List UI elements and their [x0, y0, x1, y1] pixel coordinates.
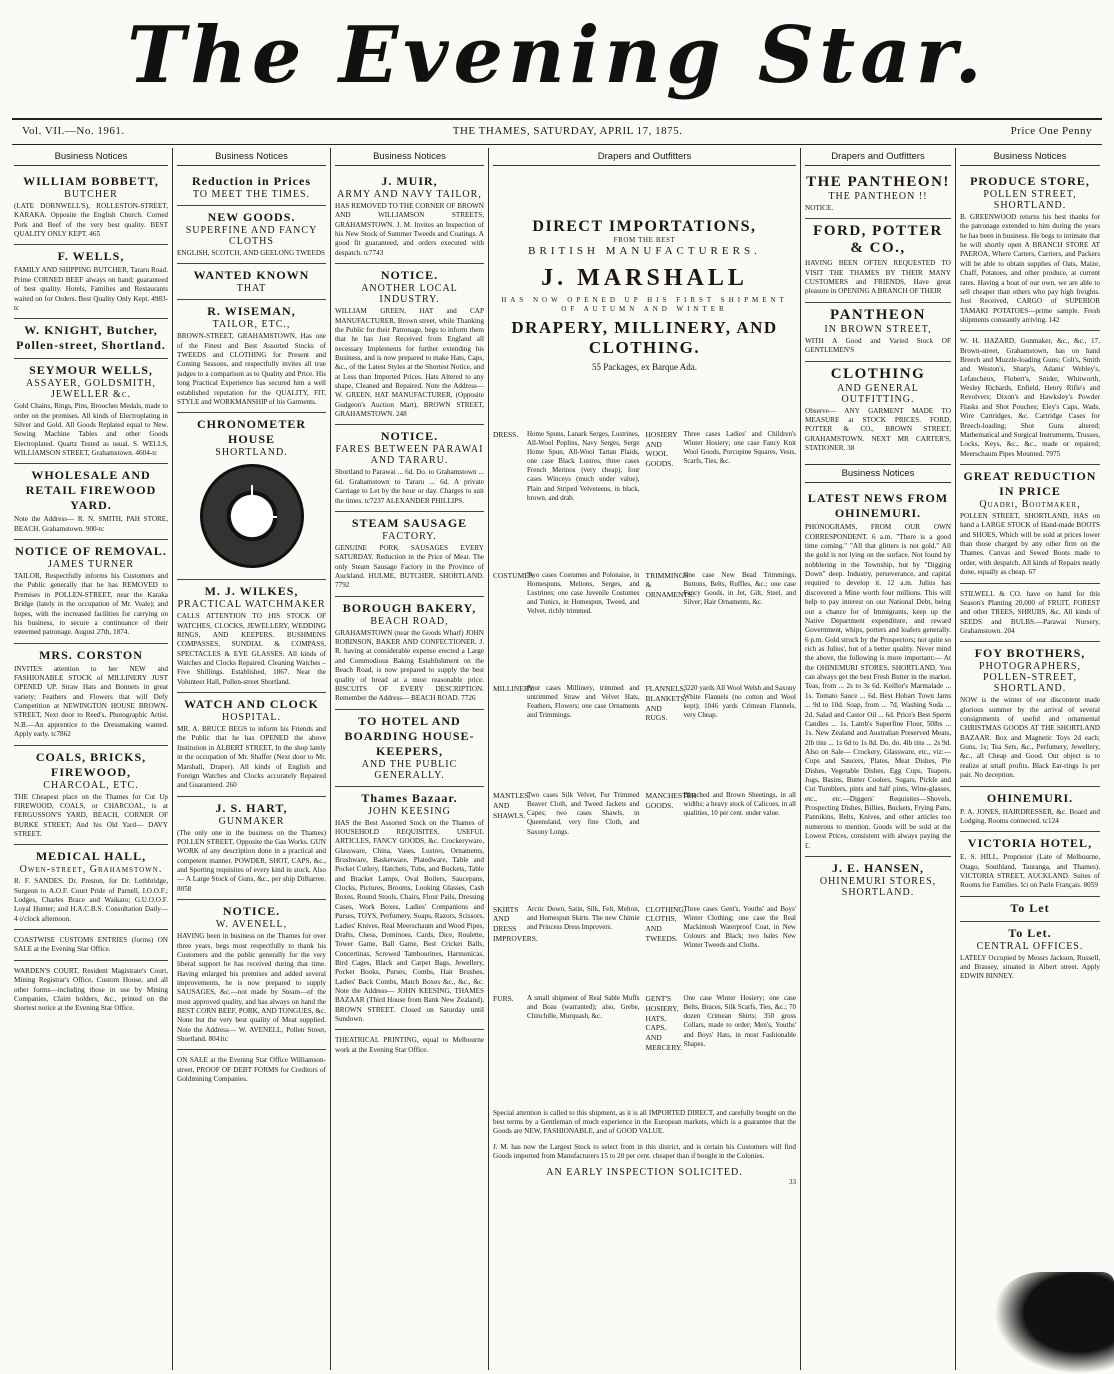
goods-category: COSTUMES.: [493, 570, 535, 580]
goods-category: TRIMMINGS & ORNAMENTS.: [645, 570, 695, 600]
masthead-rule-top: [12, 118, 1102, 120]
advertisement: [805, 362, 951, 459]
goods-row: [493, 430, 796, 503]
advertisement: [805, 487, 951, 857]
ad-body: B. GREENWOOD returns his best thanks for the patronage extended to him during the years he has been in business. He begs to intimate that he will shortly open A BRANCH STORE AT PAEROA, Where Carters, Carriers, and Packers will be able to obtain supplies of Oats, Maize, Chaff, Potatoes, and other produce, at current rates. Having a boat of our own, we are able to sell cheaper than others who pay high freights. Just Received, CARGO of SUPERIOR TAMAKI POTATOES—prime sample. Fresh shipments constantly arriving. 142: [960, 213, 1100, 324]
goods-description: Two cases Costumes and Polonaise, in Homespuns, Meltons, Serges, and Lustrines; one case Juvenile Costumes and Tunics, in Homespun, Tweed, and Velvet, richly trimmed.: [527, 570, 640, 616]
goods-category: GENT'S HOSIERY, HATS, CAPS, AND MERCERY.: [645, 994, 683, 1052]
advertisement: [14, 746, 168, 846]
goods-category: FURS.: [493, 994, 514, 1004]
goods-description: Four cases Millinery, trimmed and untrimmed Straw and Velvet Hats, Feathers, Flowers; one case Ornaments and Trimmings.: [527, 684, 640, 720]
ad-subheading: W. AVENELL,: [215, 919, 288, 931]
ad-from: FROM THE BEST: [613, 236, 676, 244]
ad-body: BROWN-STREET, GRAHAMSTOWN, Has one of the Finest and Best Assorted Stocks of TWEEDS and CLOTHING for Present and Coming Seasons, and respectfully invites all true judges to a comparison as to Quality and Price. His long Practical Experience has secured him a well established reputation for the QUALITY, FIT, STYLE and WORKMANSHIP of his Garments.: [177, 332, 326, 406]
column-header: Drapers and Outfitters: [493, 150, 796, 166]
ad-heading: J. MUIR,: [381, 174, 438, 188]
column-header: Business Notices: [335, 150, 484, 166]
column-header: Business Notices: [960, 150, 1100, 166]
ad-body: LATELY Occupied by Messrs Jackson, Russell, and Brassey, situated in Albert street. Apply EDWIN BINNEY.: [960, 953, 1100, 981]
advertisement: [14, 245, 168, 319]
ad-subheading: Quadri, Bootmaker,: [979, 498, 1081, 510]
ad-body: ON SALE at the Evening Star Office Williamson-street, PROOF OF DEBT FORMS for Creditors of Goldmining Companies.: [177, 1056, 326, 1084]
goods-row: [493, 905, 796, 950]
ad-heading: NOTICE.: [380, 429, 439, 444]
goods-category: MANTLES, AND SHAWLS.: [493, 791, 531, 820]
ad-subheading: JOHN KEESING: [368, 805, 451, 817]
goods-description: Arctic Down, Satin, Silk, Felt, Melton, and Homespun Skirts. The new Chimie and Princess Dress Improvers.: [527, 904, 640, 931]
ad-heading: NEW GOODS.: [207, 210, 296, 224]
column-5: [801, 150, 955, 1370]
ad-body: Shortland to Parawai ... 6d. Do. to Grahamstown ... 6d. Grahamstown to Tararu ... 6d. A private Carriage to Let by the hour or day. Charges to suit the times. tc7237 ALEXANDER PHILLIPS.: [335, 468, 484, 505]
ad-name: J. MARSHALL: [541, 265, 748, 292]
advertisement: [805, 857, 951, 903]
ad-heading: NOTICE.: [222, 904, 281, 919]
ad-body: Observe— ANY GARMENT MADE TO MEASURE at STOCK PRICES. FORD, POTTER & CO., BROWN STREET, GRAHAMSTOWN. NEXT MR CARTER'S, STATIONER. 38: [805, 406, 951, 452]
ad-body: POLLEN STREET, SHORTLAND, HAS on hand a LARGE STOCK of Hand-made BOOTS and SHOES, Which will be sold at prices lower than those charged by any other firm on the Thames. Canvas and Sewed Boots made to order, with despatch. All kinds of Repairs neatly done, equally as cheap. 67: [960, 511, 1100, 577]
advertisement: [177, 797, 326, 901]
goods-category: CLOTHING, CLOTHS, AND TWEEDS.: [645, 904, 686, 943]
price: Price One Penny: [1010, 125, 1092, 137]
ad-number: 33: [789, 1178, 796, 1187]
ad-body: HAVING been in business on the Thames for over three years, begs most respectfully to thank his Customers and the public generally for the very liberal support he has received during that time. Having enlarged his premises and added several improvements, he is now prepared to supply SAUSAGES, &c.—not made by Steam—of the most approved quality, and has always on hand the BEST CORN BEEF, PORK, AND TONGUES, &c. None but the very best quality of Meat supplied. Note the Address— W. AVENELL, Pollen Street, Shortland. 8041tc: [177, 932, 326, 1044]
ad-body: FAMILY AND SHIPPING BUTCHER, Tararu Road. Prime CORNED BEEF always on hand; guaranteed of best quality. Hotels, Families and Restaurants waited on for Orders. Best Quality Only Kept. 4983-tc: [14, 266, 168, 312]
ad-body: E. S. HILL, Proprietor (Late of Melbourne, Otago, Southland, Tauranga, and Thames). VICTORIA STREET, AUCKLAND. Suites of Rooms for Families. Ici on Parle Français. 8059: [960, 853, 1100, 890]
ad-body: TAILOR, Respectfully informs his Customers and the Public generally that he has REMOVED to Premises in POLLEN-STREET, near the Karaka Bridge (lately in the occupation of Mr. Veale); and hopes, with the increased facilities for carrying on his business, to secure a continuance of their esteemed patronage. August 27th, 1874.: [14, 572, 168, 637]
marshall-advert: [493, 218, 796, 374]
ad-subheading: BEACH ROAD,: [370, 615, 449, 627]
ad-heading: CHRONOMETER HOUSE: [196, 417, 306, 447]
advertisement: [960, 832, 1100, 896]
ad-heading: BOROUGH BAKERY,: [342, 600, 477, 615]
ad-subheading: THAT: [236, 283, 267, 295]
advertisement: [335, 264, 484, 425]
ad-subheading: OHINEMURI STORES, SHORTLAND.: [819, 875, 937, 898]
ad-heading: DIRECT IMPORTATIONS,: [532, 218, 757, 235]
early-inspection: AN EARLY INSPECTION SOLICITED.: [546, 1167, 743, 1179]
volume-number: Vol. VII.—No. 1961.: [22, 125, 125, 137]
advertisement: [14, 644, 168, 746]
ad-subheading: AND GENERAL OUTFITTING.: [837, 382, 919, 405]
ad-heading: MEDICAL HALL,: [35, 849, 147, 864]
ad-heading: Reduction in Prices: [192, 174, 311, 188]
ad-heading: To Let.: [1008, 925, 1052, 940]
ad-heading: Thames Bazaar.: [361, 790, 458, 805]
ad-subheading: SHORTLAND.: [215, 447, 288, 459]
ad-heading: R. WISEMAN,: [207, 304, 296, 319]
goods-category: FLANNELS, BLANKETS, AND RUGS.: [645, 684, 687, 723]
advertisement: [805, 303, 951, 362]
ad-body: NOTICE.: [805, 204, 834, 212]
ad-lead: HAS NOW OPENED UP HIS FIRST SHIPMENT OF AUTUMN AND WINTER: [501, 296, 788, 314]
ad-subheading: AND THE PUBLIC GENERALLY.: [361, 758, 458, 781]
ad-body: HAS the Best Assorted Stock on the Thames of HOUSEHOLD REQUISITES, USEFUL ARTICLES, FANCY GOODS, &c. Crockeryware, Glassware, China, Vases, Lustres, Ornaments, Brushware, Basketware, Platedware, Table and Pocket Cutlery, Hatchets, Tubs, and Buckets, Table and Bracket Lamps, Oval Boilers, Saucepans, Clocks, Pictures, Brooms, Looking Glasses, Cash Boxes, Round Stools, Chairs, Flour Pails, Dressing Cases, Work Boxes, Ladies' Companions and Purses, TOYS, Perfumery, Soaps, Razors, Scissors, Ladies' Knives, Real Meerschaum and Wood Pipes, Drafts, Chess, Dominoes, Cards, Dice, Roulette, Tower Game, Ball Game, Best Cricket Balls, Concertinas, Screwed Tambourines, Harmonicas, Bird Cages, Black and Carpet Bags, Jewellery, Pocket Books, Purses, Combs, Hair Brushes, Ladies' Back Combs, Match Boxes &c., &c., &c. Note the Address— JOHN KEESING, THAMES BAZAAR (Third House from Bank New Zealand), BROWN STREET. Closed on Saturday until Sundown.: [335, 818, 484, 1024]
ad-subheading: FACTORY.: [382, 530, 437, 542]
advertisement: [335, 512, 484, 597]
ad-subheading: PRACTICAL WATCHMAKER: [177, 599, 326, 611]
goods-category: SKIRTS AND DRESS IMPROVERS.: [493, 904, 538, 943]
ad-heading: THE PANTHEON!: [806, 174, 950, 190]
goods-category: MILLINERY.: [493, 684, 535, 694]
ad-heading: NOTICE OF REMOVAL.: [15, 544, 167, 559]
ad-body: PHONOGRAMS, FROM OUR OWN CORRESPONDENT. 6 a.m. "There is a good time coming." "All that glitters is not gold." All the gold is not lying on the surface. Not found by nobblering in the Township, but by "Digging Down" deep. Industry, perseverance, and capital required to develop it. 12 a.m. Julius has discovered a Mine worth four millions. This will help to pay interest on our National Debt, being out a chance for of Immigrants, keep up the Native Department expenditure, and reward Government, whips, porters and loafers generally. 6 p.m. Gold struck by the Prospectors; not quite so rich as Julius', but of a better quality. Never mind the above, the following is more important:— At the OHINEMURI STORES, SHORTLAND, You can always get the best Fresh Butter in the market. Teas, from ... 2s to 3s 6d. Keillor's Marmalade ... 1s. Tomato Sauce ... 6d. Best Hobart Town Jams ... 9d to 10d. Soap, from ... 7d. Washing Soda ... 2d. Salad and Castor Oil ... 6d. Price's Best Sperm Candles ... 1s. Lamb's Superfine Flour, 50lbs ... 1s. New Zealand and Australian Preserved Meats, 2lb tins ... 1s 6d to 1s 8d. Do. do. 4lb tins ... 2s 9d. Also on Sale— Crockery, Glassware, etc., viz:—Cups and Saucers, Plates, Meat Dishes, Pie Dishes, Vegetable Dishes, Egg Cups, Teapots, Jugs, Basins, Butter Coolers, Sugars, Pickle and Cut Tumblers, pints and half pints, Wine-glasses, etc., etc.—Diggers' Requisites—Shovels, Prospecting Dishes, Billies, Buckets, Frying Pans, Pannikins, Belts, Knives, and other articles too numerous to mention. Goods will be sold at the Lowest Prices, consistent with always paying the £.: [805, 523, 951, 850]
ad-heading: FOY BROTHERS,: [974, 646, 1086, 661]
ad-subheading: FARES BETWEEN PARAWAI AND TARARU.: [335, 444, 484, 467]
advertisement: [960, 922, 1100, 987]
column-1: [10, 150, 172, 1370]
column-header: Drapers and Outfitters: [805, 150, 951, 166]
ad-body: (The only one in the business on the Thames) POLLEN STREET, Opposite the Gas Works. GUN WORK of any description done in a practical and competent manner. POWDER, SHOT, CAPS, &c., and Sporting requisites of every kind in stock. Also— A Large Stock of Guns, &c., per ship Dilharree. 8058: [177, 828, 326, 893]
column-header: Business Notices: [177, 150, 326, 166]
ad-heading: PRODUCE STORE,: [970, 174, 1090, 188]
advertisement: [960, 331, 1100, 465]
ad-body: GRAHAMSTOWN (near the Goods Wharf) JOHN ROBINSON, BAKER AND CONFECTIONER. J. R. having at considerable expense erected a Large and Commodious Baking Establishment on the Beach Road, is now prepared to supply the best quality of bread at a most reasonable price. BISCUITS OF EVERY DESCRIPTION. Remember the Address— BEACH ROAD. 7726: [335, 628, 484, 703]
newspaper-title: The Evening Star.: [127, 10, 987, 101]
ad-heading: STEAM SAUSAGE: [351, 515, 468, 530]
largest-stock-note: J. M. has now the Largest Stock to select from in this district, and is certain his Customers will find Goods imported from Manufacturers 15 to 20 per cent. cheaper than if bought in the Colonies.: [493, 1142, 796, 1161]
column-header: Business Notices: [14, 150, 168, 166]
goods-row: [493, 994, 796, 1053]
ad-heading: CLOTHING: [830, 365, 926, 382]
goods-description: 3220 yards All Wool Welsh and Saxony White Flannels (no cotton and Wool kept); 1046 yards Crimean Flannels, very Cheap.: [683, 684, 796, 720]
ad-body: WARDEN'S COURT, Resident Magistrate's Court, Mining Registrar's Office, Custom House, and all other forms—including those in use by Mining Companies, Claim holders, &c., printed on the shortest notice at the Evening Star Office.: [14, 966, 168, 1013]
ad-heading: OHINEMURI.: [986, 790, 1074, 805]
advertisement: [335, 1030, 484, 1060]
ad-heading: J. E. HANSEN,: [831, 860, 924, 875]
advertisement: [805, 219, 951, 302]
goods-category: DRESS.: [493, 429, 519, 439]
ad-body: STILWELL & CO. have on hand for this Season's Planting 20,000 of FRUIT, FOREST and other TREES, SHRUBS, &c. All kinds of SEEDS and BULBS.—Parawai Nursery, Grahamstown. 204: [960, 589, 1100, 635]
ad-body: R. F. SANDES. Dr. Preston, for Dr. Lethbridge, Surgeon to A.O.F. Court Pride of Parnell, I.O.O.F.; Lodges, Charles Brace and Waikato; G.U.O.O.F. Loyal Hunter; and H.A.C.B.S. Consultation Daily—4 o'clock afternoon.: [14, 877, 168, 923]
ad-body: WILLIAM GREEN, HAT and CAP MANUFACTURER, Brown street, while Thanking the Public for their Patronage, begs to inform them that he has Just Received from England all necessary Implements for further extending his Business, and is now prepared to make Hats, Caps, &c., of the Latest Styles at the Shortest Notice, and at Less than Imported Prices. Hats Altered to any shape, Cleaned and Repaired. Note the Address— W. GREEN, HAT MANUFACTURER, (Opposite Gudgeon's Auction Mart), BROWN STREET, GRAHAMSTOWN. 248: [335, 307, 484, 419]
ad-packages: 55 Packages, ex Barque Ada.: [592, 362, 697, 373]
advertisement: [960, 170, 1100, 331]
ad-subheading: THE PANTHEON !!: [828, 191, 928, 202]
ad-subheading: BUTCHER: [64, 189, 118, 200]
ad-heading: MRS. CORSTON: [39, 647, 143, 662]
advertisement: [14, 359, 168, 464]
ad-body: HAS REMOVED TO THE CORNER OF BROWN AND WILLIAMSON STREETS, GRAHAMSTOWN. J. M. Invites an Inspection of his New Stock of Summer Tweeds and Coatings. A good fit guaranteed, and orders executed with despatch. tc7743: [335, 202, 484, 257]
advertisement: [177, 413, 326, 580]
column-header: Business Notices: [805, 464, 951, 483]
advertisement: [335, 170, 484, 264]
ad-subheading: CHARCOAL, ETC.: [43, 779, 139, 791]
column-2: [173, 150, 330, 1370]
ad-heading: WILLIAM BOBBETT,: [23, 174, 159, 188]
advertisement: [14, 319, 168, 359]
ad-heading: PANTHEON: [830, 306, 926, 323]
ad-body: COASTWISE CUSTOMS ENTRIES (forms) ON SALE at the Evening Star Office.: [14, 936, 168, 954]
ad-heading: VICTORIA HOTEL,: [967, 836, 1093, 851]
advertisement: [335, 425, 484, 511]
goods-row: [493, 684, 796, 723]
ad-subheading: BRITISH MANUFACTURERS.: [528, 245, 761, 258]
ad-heading: M. J. WILKES,: [204, 584, 299, 599]
goods-description: Bleached and Brown Sheetings, in all widths; a heavy stock of Calicoes, in all qualities, 10 per cent. under value.: [683, 791, 796, 818]
dateline: [22, 122, 1092, 140]
advertisement: [177, 264, 326, 300]
goods-description: One case Winter Hosiery; one case Belts, Braces, Silk Scarfs, Ties, &c.; 70 dozen Crimean Shirts; 350 gross Collars, made to order; Men's, Youths' and Boys' Hats, in most Fashionable Shapes.: [683, 994, 796, 1048]
ad-body: MR. A. BRUCE BEGS to inform his Friends and the Public that he has OPENED the above Institution in ALBERT STREET, In the shop lately in the occupation of Mr. Shaffer (Next door to Mr. Marshall, Draper). All kinds of English and Foreign Watches and Clocks accurately Repaired and Guaranteed. 260: [177, 725, 326, 790]
ad-subheading: SUPERFINE AND FANCY CLOTHS: [185, 225, 318, 247]
ad-heading: W. KNIGHT, Butcher, Pollen-street, Shortland.: [16, 323, 166, 353]
ad-body: HAVING BEEN OFTEN REQUESTED TO VISIT THE THAMES BY THEIR MANY CUSTOMERS and FRIENDS, Have great pleasure in OPENING A BRANCH OF THEIR: [805, 259, 951, 296]
column-4: [489, 150, 800, 1370]
advertisement: [335, 787, 484, 1031]
ad-heading: NOTICE.: [380, 268, 439, 283]
advertisement: [14, 170, 168, 245]
advertisement: [14, 930, 168, 961]
ad-subheading: HOSPITAL.: [221, 712, 282, 724]
goods-description: One case New Bead Trimmings, Buttons, Belts, Ruffles, &c.; one case Fancy Goods, in Jet, Gilt, Steel, and Silver; Hair Ornaments, &c.: [683, 570, 796, 606]
ad-body: CALLS ATTENTION TO HIS STOCK OF WATCHES, CLOCKS, JEWELLERY, WEDDING RINGS, AND KEEPERS. BUSHMENS COMPASSES, SUNDIAL & COMPASS, SPECTACLES & EYE GLASSES. All kinds of Watches and Clocks Repaired. Cleaning Watches – Five Shillings. Established, 1867. Near the Volunteer Hall, Pollen-street Shortland.: [177, 612, 326, 686]
ad-heading: GREAT REDUCTION IN PRICE: [963, 468, 1097, 498]
advertisement: [14, 464, 168, 540]
ad-body: P. A. JONES, HAIRDRESSER, &c. Board and Lodging. Rooms connected. tc124: [960, 807, 1100, 825]
ad-drapery: DRAPERY, MILLINERY, AND CLOTHING.: [511, 318, 778, 358]
ad-heading: COALS, BRICKS, FIREWOOD,: [35, 749, 147, 779]
ad-subheading: TO MEET THE TIMES.: [192, 189, 311, 200]
ad-body: Note the Address— R. N. SMITH, PAH STORE, BEACH. Grahamstown. 900-tc: [14, 515, 168, 533]
goods-category: HOSIERY AND WOOL GOODS.: [645, 429, 678, 469]
advertisement: [177, 1050, 326, 1089]
advertisement: [960, 465, 1100, 584]
goods-row: [493, 571, 796, 616]
goods-description: A small shipment of Real Sable Muffs and Boas (warranted); also, Grebe, Chinchille, Murquash, &c.: [527, 994, 640, 1021]
advertisement: [177, 900, 326, 1050]
ad-body: WITH A Good and Varied Stock OF GENTLEMEN'S: [805, 336, 951, 355]
column-6: [956, 150, 1104, 1370]
advertisement: [177, 580, 326, 693]
ad-heading: SEYMOUR WELLS,: [29, 363, 153, 378]
ad-heading: FORD, POTTER & CO.,: [813, 223, 943, 257]
advertisement: [14, 540, 168, 644]
ad-body: W. H. HAZARD, Gunmaker, &c., &c., 17, Brown-street, Grahamstown, has on hand Breech and Muzzle-loading Guns; Colt's, Smith and Weston's, Sharp's, Adams' Webley's, Lefaucheux, Flobert's, Snider, Whitworth, Wesley Richards, Enfield, Henry Rifle's and Revolvers; Dixon's and Hawksley's Powder Flasks and Shot Pouches; Eley's Caps, Wads, Wire Cartridges, &c. Cartridge Cases for Breech-loading; Shot Guns altered; Mathematical and Surgical Instruments, Trusses, Locks, Keys, &c., &c., made or repaired; Meerschaum Pipes Mounted. 7975: [960, 337, 1101, 458]
ad-heading: F. WELLS,: [57, 249, 125, 264]
ad-heading: To Let: [1010, 900, 1050, 915]
ad-subheading: CENTRAL OFFICES.: [976, 940, 1084, 952]
advertisement: [335, 597, 484, 710]
ad-heading: LATEST NEWS FROM OHINEMURI.: [807, 491, 949, 521]
goods-description: Three cases Gent's, Youths' and Boys' Winter Clothing; one case the Real Mackintosh Waterproof Coat, in New Colours and Black; two bales New Winter Tweeds and Cloths.: [683, 904, 796, 950]
goods-category: MANCHESTER GOODS.: [645, 791, 697, 810]
ad-heading: WATCH AND CLOCK: [184, 697, 319, 712]
advertisement: [960, 584, 1100, 643]
ad-subheading: ARMY AND NAVY TAILOR,: [337, 189, 482, 200]
masthead-rule-bottom: [12, 144, 1102, 145]
ad-subheading: ANOTHER LOCAL INDUSTRY.: [361, 283, 458, 306]
goods-description: Three cases Ladies' and Children's Winter Hosiery; one case Fancy Knit Wool Goods, Porcupine Squares, Vests, Scarfs, Ties, &c.: [683, 429, 796, 466]
ad-subheading: GUNMAKER: [218, 815, 285, 827]
goods-description: Home Spuns, Lanark Serges, Lustrines, All-Wool Poplins, Navy Serges, Serge Home Spun, All-Wool Tartan Plaids, one case Black Lustres, three cases French Merinos (very cheap), four cases Winceys (much under value), Plain and Striped Velveteens, in black, brown, and drab.: [527, 429, 640, 502]
ad-subheading: JAMES TURNER: [48, 559, 134, 571]
ad-body: INVITES attention to her NEW and FASHIONABLE STOCK of MILLINERY JUST OPENED UP. Straw Hats and Bonnets in great variety; Feathers and Flowers that will Defy Competition at NEWINGTON HOUSE BROWN-STREET, Next door to Reed's, Photographic Artist. N.B.—An apprentice to the Dressmaking wanted. Apply early. tc7862: [14, 664, 168, 739]
ad-body: (LATE DORNWELL'S), ROLLESTON-STREET, KARAKA. Opposite the English Church. Corned Pork and Beef of the very best quality. BEST QUALITY ONLY KEPT. 465: [14, 202, 168, 239]
advertisement: [14, 845, 168, 930]
issue-date: THE THAMES, SATURDAY, APRIL 17, 1875.: [452, 125, 683, 137]
advertisement: [960, 787, 1100, 833]
ad-subheading: IN BROWN STREET,: [824, 323, 932, 335]
advertisement: [805, 170, 951, 219]
special-note: Special attention is called to this shipment, as it is all IMPORTED DIRECT, and carefully bought on the best terms by a Gentleman of much experience in the European markets, which is a guarantee that the Goods are NEW, FASHIONABLE, and of GOOD VALUE.: [493, 1108, 796, 1136]
ad-body: THEATRICAL PRINTING, equal to Melbourne work at the Evening Star Office.: [335, 1036, 484, 1054]
ad-subheading: PHOTOGRAPHERS, POLLEN-STREET, SHORTLAND.: [979, 661, 1081, 695]
advertisement: [960, 642, 1100, 786]
advertisement: [14, 961, 168, 1019]
ad-body: Gold Chains, Rings, Pins, Brooches Medals, made to order on the premises. All kinds of Electroplating in Silver and Gold. All Goods Replated equal to New. Sewing Machine Tables and other Goods Electroplated. Quartz Tested as usual. S. WELLS, WILLIAMSON STREET, Grahamstown. 4604-tc: [14, 402, 168, 458]
clock-illustration: [200, 464, 304, 568]
ad-heading: J. S. HART,: [215, 800, 288, 815]
goods-description: Two cases Silk Velvet, Fur Trimmed Beaver Cloth, and Tweed Jackets and Capes; two cases Shawls, in Queensland, very fine Cloth, and Saxony Longs.: [527, 791, 640, 836]
ad-body: ENGLISH, SCOTCH, AND GEELONG TWEEDS: [177, 249, 326, 257]
advertisement: [177, 170, 326, 206]
ad-subheading: POLLEN STREET, SHORTLAND.: [983, 189, 1077, 211]
ad-subheading: Owen-street, Grahamstown.: [19, 864, 163, 876]
ad-subheading: TAILOR, ETC.,: [212, 319, 291, 331]
ad-subheading: ASSAYER, GOLDSMITH, JEWELLER &c.: [25, 378, 157, 401]
advertisement: [960, 897, 1100, 922]
ad-heading: TO HOTEL AND BOARDING HOUSE-KEEPERS,: [344, 713, 475, 758]
advertisement: [177, 300, 326, 413]
ad-body: NOW is the winter of our discontent made glorious summer by the arrival of several consignments of useful and ornamental CHRISTMAS GOODS AT THE SHORTLAND BAZAAR. Box and Magnetic Toys 2d each; Guns, 1s; Tea Sets, &c., Perfumery, Jewellery, &c., all Cheap and Good. Our object is to realize at small profits. Black Ear-rings 1s per pair. No deception.: [960, 696, 1100, 780]
ad-heading: WANTED KNOWN: [193, 268, 310, 283]
goods-row: [493, 791, 796, 836]
ad-heading: WHOLESALE AND RETAIL FIREWOOD YARD.: [25, 468, 157, 513]
masthead: [0, 0, 1114, 112]
ad-body: GENUINE PORK SAUSAGES EVERY SATURDAY. Reduction in the Price of Meat. The only Steam Sausage Factory in the Province of Auckland. HULME, BUTCHER, SHORTLAND. 7792: [335, 543, 484, 590]
advertisement: [177, 206, 326, 264]
advertisement: [177, 693, 326, 797]
ad-body: THE Cheapest place on the Thames for Cut Up FIREWOOD, COALS, or CHARCOAL, is at FERGUSSON'S YARD, BEACH, CORNER OF BURKE STREET; And his Old Yard— DAVY STREET.: [14, 792, 168, 838]
advertisement: [335, 710, 484, 787]
column-3: [331, 150, 488, 1370]
